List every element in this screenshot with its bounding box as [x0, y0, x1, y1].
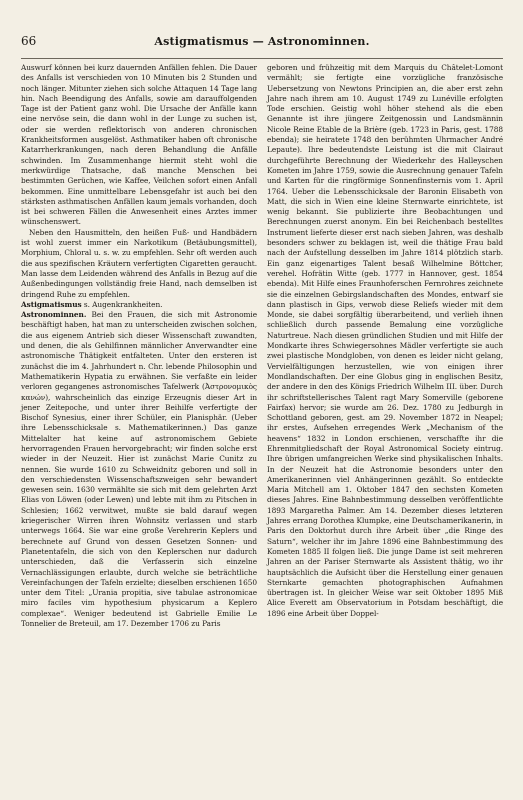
page-number: 66	[21, 34, 37, 48]
paragraph-text: Bei den Frauen, die sich mit Astronomie beschäftigt haben, hat man zu unterscheiden zwischen solchen, die aus eigenem Antrieb sich dieser Wissenschaft zuwandten, und denen, die als Gehilfinnen männlicher Anverwandter eine astronomische Thätigkeit entfalteten. Unter den ersteren ist zunächst die im 4. Jahrhundert n. Chr. lebende Philosophin und Mathematikerin Hypatia zu erwähnen. Sie verfaßte ein leider verloren gegangenes astronomisches Tafelwerk (Ἀστρονομικὸς κανών), wahrscheinlich das einzige Erzeugnis dieser Art in jener Zeitepoche, und unter ihrer Beihilfe verfertigte der Bischof Synesius, einer ihrer Schüler, ein Planisphär. (Ueber ihre Lebensschicksale s. Mathematikerinnen.) Das ganze Mittelalter hat keine auf astronomischem Gebiete hervorragenden Frauen hervorgebracht; wir finden solche erst wieder in der Neuzeit. Hier ist zunächst Marie Cunitz zu nennen. Sie wurde 1610 zu Schweidnitz geboren und soll in den verschiedensten Wissenschaftszweigen sehr bewandert gewesen sein. 1630 vermählte sie sich mit dem gelehrten Arzt Elias von Löwen (oder Lewen) und lebte mit ihm zu Pitschen in Schlesien; 1662 verwitwet, mußte sie bald darauf wegen kriegerischer Wirren ihren Wohnsitz verlassen und starb unterwegs 1664. Sie war eine große Verehrerin Keplers und berechnete auf Grund von dessen Gesetzen Sonnen- und Planetentafeln, die sich von den Keplerschen nur dadurch unterschieden, daß die Verfasserin sich einzelne Vernachlässigungen erlaubte, durch welche sie beträchtliche Vereinfachungen der Tafeln erzielte; dieselben erschienen 1650 unter dem Titel: „Urania propitia, sive tabulae astronomicae miro faciles vim hypothesium physicarum a Keplero complexae“. Weniger bedeutend ist Gabrielle Emilie Le Tonnelier de Breteuil, am 17. Dezember 1706 zu Paris	[21, 310, 257, 629]
paragraph	[21, 63, 257, 228]
text-columns	[21, 63, 503, 629]
entry-headword: Astronominnen.	[21, 310, 87, 320]
paragraph	[21, 310, 257, 629]
paragraph	[21, 228, 257, 300]
entry-headword: Astigmatismus	[21, 299, 82, 309]
paragraph-text: geboren und frühzeitig mit dem Marquis du Châtelet-Lomont vermählt; sie fertigte eine vorzügliche französische Uebersetzung von Newtons Principien an, die aber erst zehn Jahre nach ihrem am 10. August 1749 zu Lunéville erfolgten Tode erschien. Geistig wohl höher stehend als die eben Genannte ist ihre jüngere Zeitgenossin und Landsmännin Nicole Reine Etable de la Brière (geb. 1723 in Paris, gest. 1788 ebenda); sie heiratete 1748 den berühmten Uhrmacher André Lepaute). Ihre bedeutendste Leistung ist die mit Clairaut durchgeführte Berechnung der Wiederkehr des Halleyschen Kometen im Jahre 1759, sowie die Ausrechnung genauer Tafeln und Karten für die ringförmige Sonnenfinsternis vom 1. April 1764. Ueber die Lebensschicksale der Baronin Elisabeth von Matt, die sich in Wien eine kleine Sternwarte einrichtete, ist wenig bekannt. Sie publizierte ihre Beobachtungen und Berechnungen zuerst anonym. Ein bei Reichenbach bestelltes Instrument lieferte dieser erst nach sieben Jahren, was deshalb besonders schwer zu beklagen ist, weil die thätige Frau bald nach der Aufstellung desselben im Jahre 1814 plötzlich starb. Ein ganz eigenartiges Talent besaß Wilhelmine Böttcher, verehel. Hofrätin Witte (geb. 1777 in Hannover, gest. 1854 ebenda). Mit Hilfe eines Fraunhoferschen Fernrohres zeichnete sie die einzelnen Gebirgslandschaften des Mondes, entwarf sie dann plastisch in Gips, verwob diese Reliefs wieder mit dem Monde, sie dabei sorgfältig überarbeitend, und verlieh ihnen schließlich durch passende Bemalung eine vorzügliche Naturtreue. Nach diesen gründlichen Studien und mit Hilfe der Mondkarte ihres Schwiegersohnes Mädler verfertigte sie auch zwei plastische Mondgloben, von denen es leider nicht gelang, Vervielfältigungen herzustellen, wie von einigen ihrer Mondlandschaften. Der eine Globus ging in englischen Besitz, der andere in den des Königs Friedrich Wilhelm III. über. Durch ihr schriftstellerisches Talent ragt Mary Somerville (geborene Fairfax) hervor; sie wurde am 26. Dez. 1780 zu Jedburgh in Schottland geboren, gest. am 29. November 1872 in Neapel; ihr erstes, Aufsehen erregendes Werk „Mechanism of the heavens“ 1832 in London erschienen, verschaffte ihr die Ehrenmitgliedschaft der Royal Astronomical Society eintrug. Ihre übrigen umfangreichen Werke sind physikalischen Inhalts. In der Neuzeit hat die Astronomie besonders unter den Amerikanerinnen viel Anhängerinnen gezählt. So entdeckte Maria Mitchell am 1. Oktober 1847 den sechsten Kometen dieses Jahres. Eine Bahnbestimmung desselben veröffentlichte 1893 Margaretha Palmer. Am 14. Dezember dieses letzteren Jahres errang Dorothea Klumpke, eine Deutschamerikanerin, in Paris den Doktorhut durch ihre Arbeit über „die Ringe des Saturn“, welcher ihr im Jahre 1896 eine Bahnbestimmung des Kometen 1885 II folgen ließ. Die junge Dame ist seit mehreren Jahren an der Pariser Sternwarte als Assistent thätig, wo ihr hauptsächlich die Aufsicht über die Herstellung einer genauen Sternkarte gemachten photographischen Aufnahmen übertragen ist. In gleicher Weise war seit Oktober 1895 Miß Alice Everett am Observatorium in Potsdam beschäftigt, die 1896 eine Arbeit über Doppel-	[267, 63, 503, 618]
page-header	[21, 34, 503, 59]
paragraph-text: Auswurf können bei kurz dauernden Anfällen fehlen. Die Dauer des Anfalls ist verschieden von 10 Minuten bis 2 Stunden und noch länger. Mitunter ziehen sich solche Attaquen 14 Tage lang hin. Nach Beendigung des Anfalls, sowie am darauffolgenden Tage ist der Patient ganz wohl. Die Ursache der Anfälle kann eine nervöse sein, die dann wohl in der Lunge zu suchen ist, oder sie werden reflektorisch von anderen chronischen Krankheitsformen ausgelöst. Asthmatiker haben oft chronische Katarrherkrankungen, nach deren Behandlung die Anfälle schwinden. Im Zusammenhange hiermit steht wohl die merkwürdige Thatsache, daß manche Menschen bei bestimmten Gerüchen, wie Kaffee, Veilchen sofort einen Anfall bekommen. Eine unmittelbare Lebensgefahr ist auch bei den stärksten asthmatischen Anfällen kaum jemals vorhanden, doch ist bei schweren Fällen die Anwesenheit eines Arztes immer wünschenswert.	[21, 63, 257, 227]
paragraph	[21, 300, 257, 310]
paragraph-text: Neben den Hausmitteln, den heißen Fuß- und Handbädern ist wohl zuerst immer ein Narkotikum (Betäubungsmittel), Morphium, Chloral u. s. w. zu empfehlen. Sehr oft werden auch die aus spezifischen Kräutern verfertigten Cigaretten geraucht. Man lasse dem Leidenden während des Anfalls in Bezug auf die Außenbedingungen vollständig freie Hand, nach demselben ist dringend Ruhe zu empfehlen.	[21, 227, 257, 299]
paragraph	[267, 63, 503, 619]
paragraph-text: s. Augenkrankheiten.	[81, 299, 163, 309]
running-head: Astigmatismus — Astronominnen.	[154, 35, 370, 48]
right-column	[267, 63, 503, 629]
left-column	[21, 63, 257, 629]
